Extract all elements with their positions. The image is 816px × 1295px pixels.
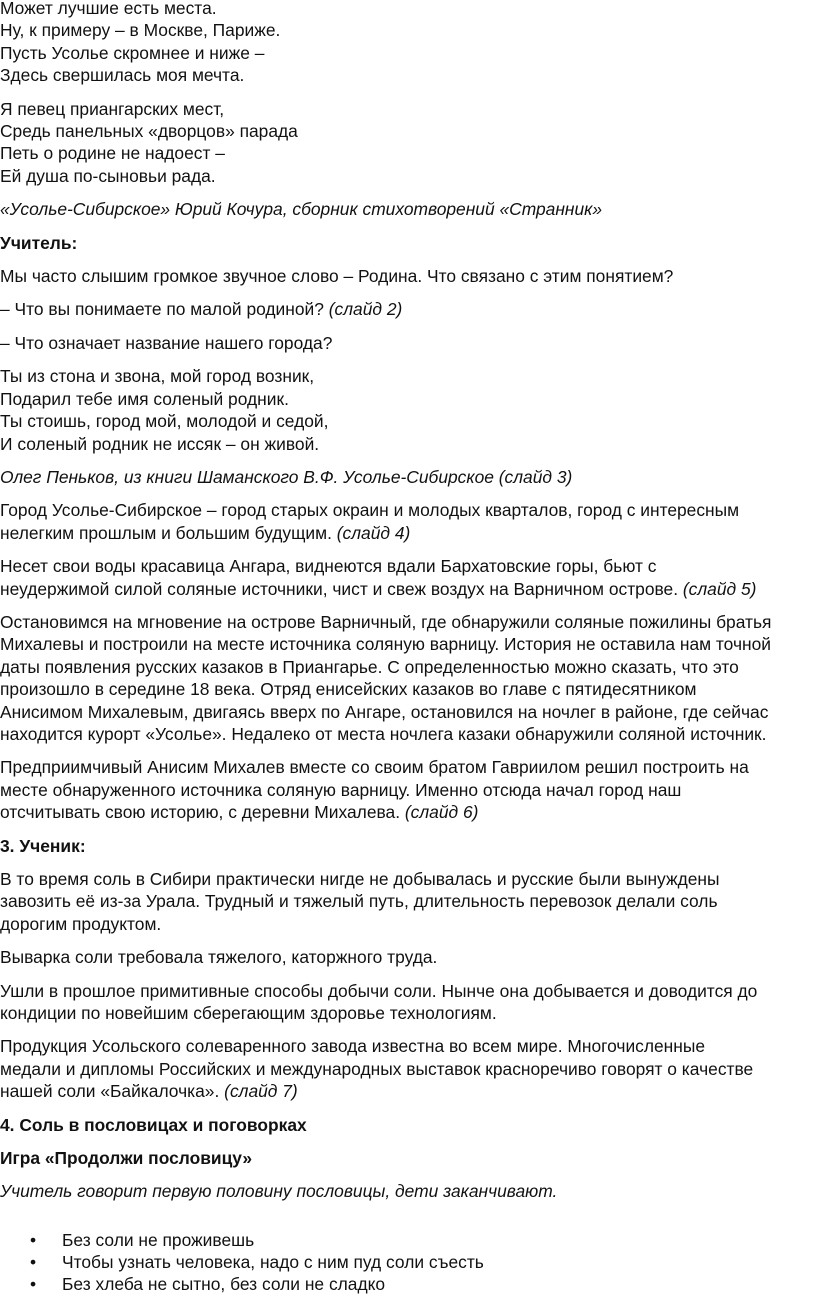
text-run: нелегким прошлым и большим будущим. [0,522,337,543]
question-text: – Что вы понимаете по малой родиной? [0,299,329,320]
text-line: находится курорт «Усолье». Недалеко от места ночлега казаки обнаружили соляной источник. [0,723,767,744]
poem-stanza-2 [0,98,812,188]
teacher-heading: Учитель: [0,232,78,253]
slide-ref: (слайд 6) [404,802,479,823]
poem-line: Может лучшие есть места. [0,0,217,18]
text-line: дорогим продуктом. [0,913,162,934]
text-line [0,1080,812,1102]
poem-2 [0,365,812,455]
proverb-text: Без соли не проживешь [62,1229,255,1250]
text-run: неудержимой силой соляные источники, чист и свеж воздух на Варничном острове. [0,578,683,599]
text-line: В то время соль в Сибири практически нигде не добывалась и русские были вынуждены [0,869,720,889]
poem-line: Ей душа по-сыновьи рада. [0,165,216,186]
bullet-icon: • [30,1273,37,1294]
poem-stanza-1 [0,0,812,87]
text-run: отсчитывать свою историю, с деревни Михалева. [0,802,405,823]
paragraph-city [0,499,812,544]
poem-2-attribution: Олег Пеньков, из книги Шаманского В.Ф. Усолье-Сибирское (слайд 3) [0,466,573,487]
text-line: Город Усолье-Сибирское – город старых окраин и молодых кварталов, город с интересным [0,500,740,521]
poem-line: Пусть Усолье скромнее и ниже – [0,42,265,63]
slide-ref: (слайд 2) [328,299,403,320]
slide-ref: (слайд 4) [336,522,411,543]
text-line: Михалевы и построили на месте источника соляную варницу. История не оставила нам точной [0,634,772,655]
bullet-icon: • [30,1229,37,1250]
text-line [0,801,812,823]
text-line: Анисимом Михалевым, двигаясь вверх по Ангаре, остановился на ночлег в районе, где сейчас [0,701,769,722]
text-line: медали и дипломы Российских и международных выставок красноречиво говорят о качестве [0,1058,754,1079]
list-item [0,1251,812,1273]
poem-line: Ну, к примеру – в Москве, Париже. [0,20,281,41]
student-heading: 3. Ученик: [0,835,86,856]
bullet-icon: • [30,1251,37,1272]
slide-ref: (слайд 7) [224,1081,298,1102]
text-line [0,522,812,544]
game-instruction: Учитель говорит первую половину пословицы, дети заканчивают. [0,1181,558,1202]
text-line: Несет свои воды красавица Ангара, виднеются вдали Бархатовские горы, бьют с [0,556,657,577]
poem-attribution: «Усолье-Сибирское» Юрий Кочура, сборник стихотворений «Странник» [0,199,603,220]
paragraph-salt-3 [0,980,812,1025]
list-item [0,1273,812,1295]
section-4-heading: 4. Соль в пословицах и поговорках [0,1114,307,1135]
paragraph-angara [0,555,812,600]
teacher-question-2: – Что означает название нашего города? [0,332,333,353]
slide-ref: (слайд 5) [682,578,757,599]
text-line: даты появления русских казаков в Приангарье. С определенностью можно сказать, что это [0,656,739,677]
poem-line: Ты стоишь, город мой, молодой и седой, [0,411,329,432]
text-line [0,578,812,600]
text-line: месте обнаруженного источника соляную варницу. Именно отсюда начал город наш [0,779,682,800]
paragraph-salt-2: Выварка соли требовала тяжелого, каторжного труда. [0,947,438,968]
poem-line: И соленый родник не иссяк – он живой. [0,433,320,454]
paragraph-salt-4 [0,1035,812,1102]
text-line: Остановимся на мгновение на острове Варничный, где обнаружили соляные пожилины братья [0,611,772,632]
paragraph-island [0,611,812,745]
poem-line: Здесь свершилась моя мечта. [0,65,245,86]
text-run: нашей соли «Байкалочка». [0,1081,225,1102]
text-line: Продукция Усольского солеваренного завода известна во всем мире. Многочисленные [0,1036,706,1057]
text-line: Предприимчивый Анисим Михалев вместе со своим братом Гавриилом решил построить на [0,757,749,778]
proverb-list [0,1229,812,1295]
list-item [0,1229,812,1251]
game-heading: Игра «Продолжи пословицу» [0,1148,253,1169]
poem-line: Средь панельных «дворцов» парада [0,121,298,142]
teacher-paragraph-1: Мы часто слышим громкое звучное слово – Родина. Что связано с этим понятием? [0,266,674,287]
text-line: произошло в середине 18 века. Отряд енисейских казаков во главе с пятидесятником [0,679,697,700]
teacher-question-1 [0,298,812,320]
text-line: Ушли в прошлое примитивные способы добычи соли. Нынче она добывается и доводится до [0,980,758,1001]
poem-line: Я певец приангарских мест, [0,98,225,119]
paragraph-anisim [0,756,812,823]
paragraph-salt-1 [0,868,812,935]
proverb-text: Без хлеба не сытно, без соли не сладко [62,1273,386,1294]
text-line: кондиции по новейшим сберегающим здоровье технологиям. [0,1003,497,1024]
poem-line: Подарил тебе имя соленый родник. [0,388,289,409]
poem-line: Ты из стона и звона, мой город возник, [0,366,315,387]
proverb-text: Чтобы узнать человека, надо с ним пуд соли съесть [62,1251,484,1272]
poem-line: Петь о родине не надоест – [0,143,225,164]
text-line: завозить её из-за Урала. Трудный и тяжелый путь, длительность перевозок делали соль [0,891,718,912]
